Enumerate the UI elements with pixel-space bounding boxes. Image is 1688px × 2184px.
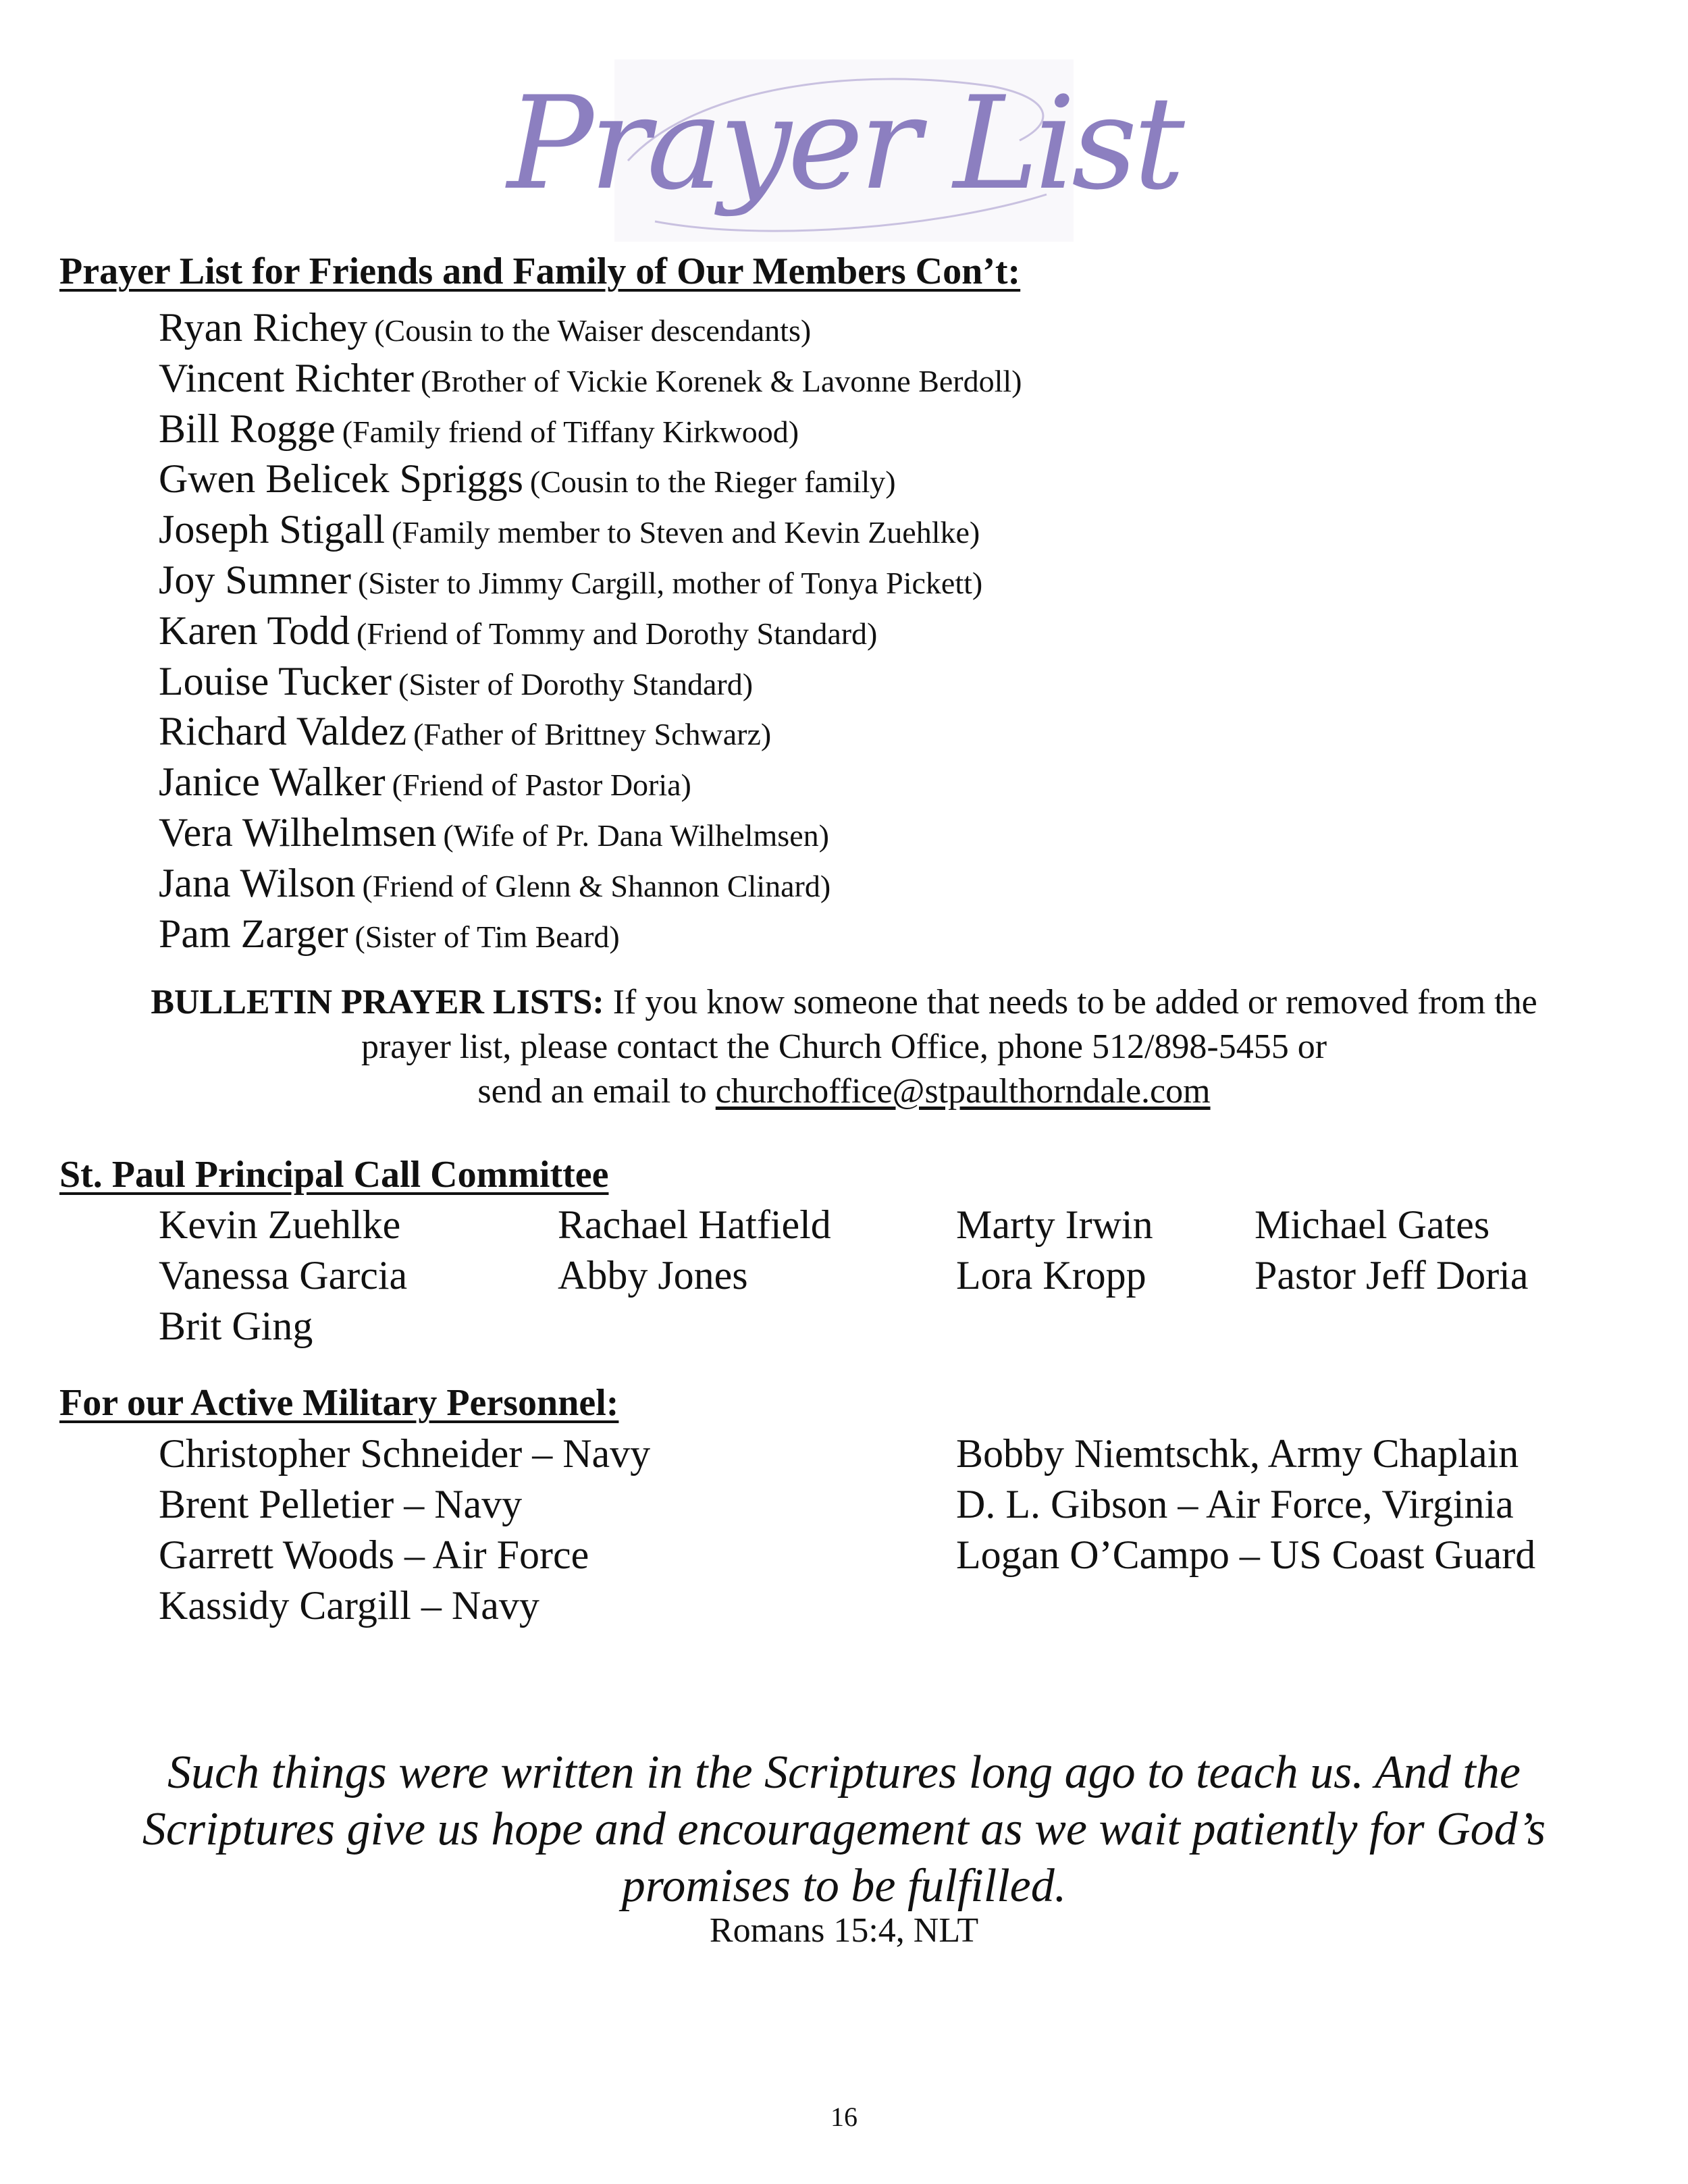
entry-relation: (Sister of Tim Beard) — [354, 919, 620, 954]
entry-relation: (Cousin to the Waiser descendants) — [374, 313, 812, 348]
list-item — [159, 302, 1022, 353]
list-item — [159, 504, 1022, 555]
friends-family-heading: Prayer List for Friends and Family of Our Members Con’t: — [59, 250, 1021, 292]
bulletin-line-1 — [41, 980, 1647, 1025]
list-item — [159, 757, 1022, 807]
entry-name: Jana Wilson — [159, 860, 356, 905]
bulletin-label: BULLETIN PRAYER LISTS: — [151, 983, 604, 1021]
military-column-2 — [956, 1429, 1535, 1580]
committee-column-2 — [558, 1200, 831, 1301]
committee-member: Abby Jones — [558, 1253, 748, 1298]
list-item — [159, 706, 1022, 757]
committee-column-1 — [159, 1200, 407, 1352]
committee-member: Lora Kropp — [956, 1253, 1146, 1298]
bulletin-line-3 — [41, 1069, 1647, 1114]
entry-relation: (Father of Brittney Schwarz) — [413, 717, 772, 752]
entry-relation: (Family member to Steven and Kevin Zuehlke) — [392, 515, 980, 550]
bulletin-notice — [41, 980, 1647, 1114]
military-member: D. L. Gibson – Air Force, Virginia — [956, 1482, 1514, 1526]
entry-name: Bill Rogge — [159, 406, 336, 451]
list-item — [159, 656, 1022, 707]
list-item — [159, 454, 1022, 504]
committee-member: Marty Irwin — [956, 1202, 1153, 1247]
military-member: Christopher Schneider – Navy — [159, 1431, 651, 1476]
military-member: Brent Pelletier – Navy — [159, 1482, 523, 1526]
entry-name: Ryan Richey — [159, 305, 368, 350]
committee-member: Pastor Jeff Doria — [1255, 1253, 1529, 1298]
entry-name: Joseph Stigall — [159, 507, 386, 552]
entry-name: Janice Walker — [159, 760, 386, 805]
entry-name: Richard Valdez — [159, 709, 407, 754]
prayer-list-logo-art — [507, 59, 1181, 242]
military-member: Logan O’Campo – US Coast Guard — [956, 1533, 1536, 1577]
list-item — [159, 353, 1022, 404]
call-committee-heading: St. Paul Principal Call Committee — [59, 1154, 609, 1196]
military-member: Bobby Niemtschk, Army Chaplain — [956, 1431, 1519, 1476]
bulletin-text-3: send an email to — [477, 1072, 716, 1111]
prayer-list-logo — [507, 59, 1181, 242]
entry-relation: (Wife of Pr. Dana Wilhelmsen) — [443, 818, 829, 853]
logo-text: Prayer List — [507, 69, 1181, 218]
entry-relation: (Friend of Pastor Doria) — [392, 768, 691, 803]
entry-relation: (Brother of Vickie Korenek & Lavonne Berdoll) — [420, 363, 1022, 398]
entry-name: Vera Wilhelmsen — [159, 809, 437, 855]
friends-family-list — [159, 302, 1022, 959]
committee-member: Brit Ging — [159, 1304, 313, 1348]
committee-member: Kevin Zuehlke — [159, 1202, 401, 1247]
military-heading: For our Active Military Personnel: — [59, 1382, 619, 1424]
scripture-line: promises to be fulfilled. — [621, 1860, 1067, 1912]
committee-column-4 — [1255, 1200, 1528, 1301]
bulletin-text-1: If you know someone that needs to be added or removed from the — [604, 983, 1537, 1021]
scripture-quote — [41, 1744, 1647, 1915]
committee-member: Michael Gates — [1255, 1202, 1490, 1247]
list-item — [159, 404, 1022, 454]
entry-name: Louise Tucker — [159, 658, 392, 703]
bulletin-line-2: prayer list, please contact the Church Office, phone 512/898-5455 or — [361, 1028, 1327, 1066]
scripture-line: Such things were written in the Scriptures long ago to teach us. And the — [167, 1747, 1521, 1799]
entry-name: Pam Zarger — [159, 911, 348, 956]
entry-relation: (Sister of Dorothy Standard) — [398, 666, 754, 701]
entry-relation: (Cousin to the Rieger family) — [529, 464, 896, 500]
entry-name: Gwen Belicek Spriggs — [159, 456, 523, 502]
entry-relation: (Family friend of Tiffany Kirkwood) — [342, 414, 799, 449]
scripture-line: Scriptures give us hope and encouragement as we wait patiently for God’s — [142, 1803, 1546, 1855]
entry-name: Vincent Richter — [159, 355, 414, 400]
scripture-citation: Romans 15:4, NLT — [709, 1911, 979, 1950]
committee-member: Vanessa Garcia — [159, 1253, 408, 1298]
entry-relation: (Friend of Glenn & Shannon Clinard) — [362, 868, 831, 903]
military-member: Garrett Woods – Air Force — [159, 1533, 589, 1577]
list-item — [159, 909, 1022, 959]
committee-column-3 — [956, 1200, 1153, 1301]
entry-name: Karen Todd — [159, 608, 350, 653]
list-item — [159, 555, 1022, 606]
list-item — [159, 858, 1022, 909]
entry-relation: (Sister to Jimmy Cargill, mother of Tonya Pickett) — [358, 565, 983, 600]
entry-name: Joy Sumner — [159, 557, 351, 602]
military-column-1 — [159, 1429, 650, 1631]
military-member: Kassidy Cargill – Navy — [159, 1583, 539, 1628]
list-item — [159, 606, 1022, 656]
email-link[interactable]: churchoffice@stpaulthorndale.com — [715, 1072, 1211, 1111]
entry-relation: (Friend of Tommy and Dorothy Standard) — [356, 616, 878, 651]
page-number: 16 — [830, 2102, 858, 2132]
committee-member: Rachael Hatfield — [558, 1202, 831, 1247]
list-item — [159, 807, 1022, 858]
